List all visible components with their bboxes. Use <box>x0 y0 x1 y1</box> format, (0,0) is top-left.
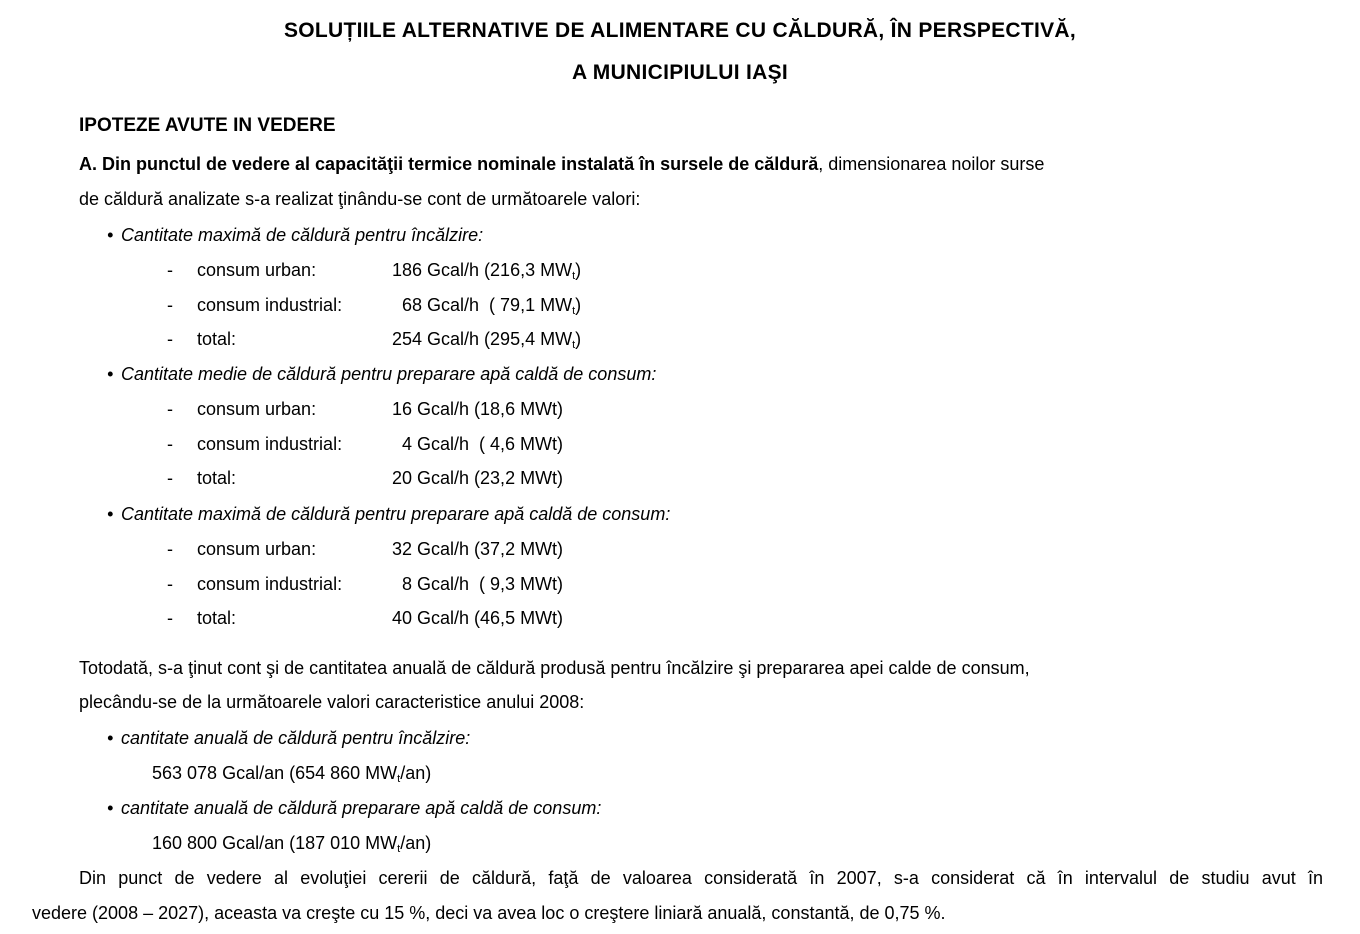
paragraph-a-line-1 <box>79 153 1044 175</box>
dash: - <box>167 608 173 628</box>
paragraph-b-line-1: Totodată, s-a ţinut cont şi de cantitatea anuală de căldură produsă pentru încălzire şi prepararea apei calde de consum, <box>79 658 1030 678</box>
group-heading-text: Cantitate medie de căldură pentru preparare apă caldă de consum: <box>121 364 657 384</box>
annual-1-value: 563 078 Gcal/an (654 860 $MW_t/an$) <box>152 763 432 785</box>
row-value: 20 Gcal/h (23,2 MWt) <box>392 468 564 488</box>
group-1-row-1 <box>167 259 582 282</box>
bullet-icon: • <box>107 798 114 818</box>
row-label: total: <box>197 468 237 488</box>
annual-2-value: 160 800 Gcal/an (187 010 $MW_t/an$) <box>152 833 432 855</box>
paragraph-a-bold: A. Din punctul de vedere al capacităţii termice nominale instalată în sursele de căldură <box>79 154 819 174</box>
row-value: 40 Gcal/h (46,5 MWt) <box>392 608 564 628</box>
group-3-heading <box>107 503 670 525</box>
row-label: consum industrial: <box>197 574 343 594</box>
dash: - <box>167 539 173 559</box>
row-value: 186 Gcal/h (216,3 $MW_t$) <box>392 260 582 282</box>
bullet-icon: • <box>107 504 114 524</box>
bullet-icon: • <box>107 225 114 245</box>
row-value: 4 Gcal/h ( 4,6 MWt) <box>392 434 564 454</box>
paragraph-c-line-1: Din punct de vedere al evoluţiei cererii de căldură, faţă de valoarea considerată în 2007, s-a considerat că în intervalul de studiu avut în <box>79 868 1323 888</box>
row-label: consum industrial: <box>197 434 343 454</box>
group-2-heading <box>107 363 656 385</box>
group-2-row-3 <box>167 467 564 489</box>
paragraph-a-line-2: de căldură analizate s-a realizat ţinându-se cont de următoarele valori: <box>79 189 641 209</box>
dash: - <box>167 329 173 349</box>
row-value: 32 Gcal/h (37,2 MWt) <box>392 539 564 559</box>
row-label: total: <box>197 608 237 628</box>
row-label: consum urban: <box>197 399 317 419</box>
section-heading: IPOTEZE AVUTE IN VEDERE <box>79 115 336 136</box>
row-label: consum urban: <box>197 260 317 280</box>
group-3-row-3 <box>167 607 564 629</box>
dash: - <box>167 434 173 454</box>
group-heading-text: Cantitate maximă de căldură pentru încălzire: <box>121 225 484 245</box>
group-3-row-1 <box>167 538 564 560</box>
paragraph-b-line-2: plecându-se de la următoarele valori caracteristice anului 2008: <box>79 692 585 712</box>
dash: - <box>167 468 173 488</box>
group-1-row-3 <box>167 328 582 351</box>
row-label: consum industrial: <box>197 295 343 315</box>
group-2-row-1 <box>167 398 564 420</box>
group-2-row-2 <box>167 433 564 455</box>
annual-heading-text: cantitate anuală de căldură pentru încălzire: <box>121 728 471 748</box>
group-3-row-2 <box>167 573 564 595</box>
paragraph-c-line-2: vedere (2008 – 2027), aceasta va creşte cu 15 %, deci va avea loc o creştere liniară anuală, constantă, de 0,75 %. <box>32 903 946 923</box>
group-1-heading <box>107 224 483 246</box>
dash: - <box>167 399 173 419</box>
annual-1-heading <box>107 727 470 749</box>
row-value: 254 Gcal/h (295,4 $MW_t$) <box>392 329 582 351</box>
row-value: 16 Gcal/h (18,6 MWt) <box>392 399 564 419</box>
bullet-icon: • <box>107 364 114 384</box>
row-label: total: <box>197 329 237 349</box>
row-value: 68 Gcal/h ( 79,1 $MW_t$) <box>392 295 582 317</box>
annual-heading-text: cantitate anuală de căldură preparare apă caldă de consum: <box>121 798 602 818</box>
dash: - <box>167 574 173 594</box>
title-line-1: SOLUȚIILE ALTERNATIVE DE ALIMENTARE CU CĂLDURĂ, ÎN PERSPECTIVĂ, <box>283 19 1077 42</box>
paragraph-a-rest: , dimensionarea noilor surse <box>818 154 1045 174</box>
title-line-2: A MUNICIPIULUI IAŞI <box>571 61 789 84</box>
row-label: consum urban: <box>197 539 317 559</box>
dash: - <box>167 260 173 280</box>
annual-2-heading <box>107 797 601 819</box>
row-value: 8 Gcal/h ( 9,3 MWt) <box>392 574 564 594</box>
bullet-icon: • <box>107 728 114 748</box>
dash: - <box>167 295 173 315</box>
group-1-row-2 <box>167 294 582 317</box>
group-heading-text: Cantitate maximă de căldură pentru preparare apă caldă de consum: <box>121 504 671 524</box>
